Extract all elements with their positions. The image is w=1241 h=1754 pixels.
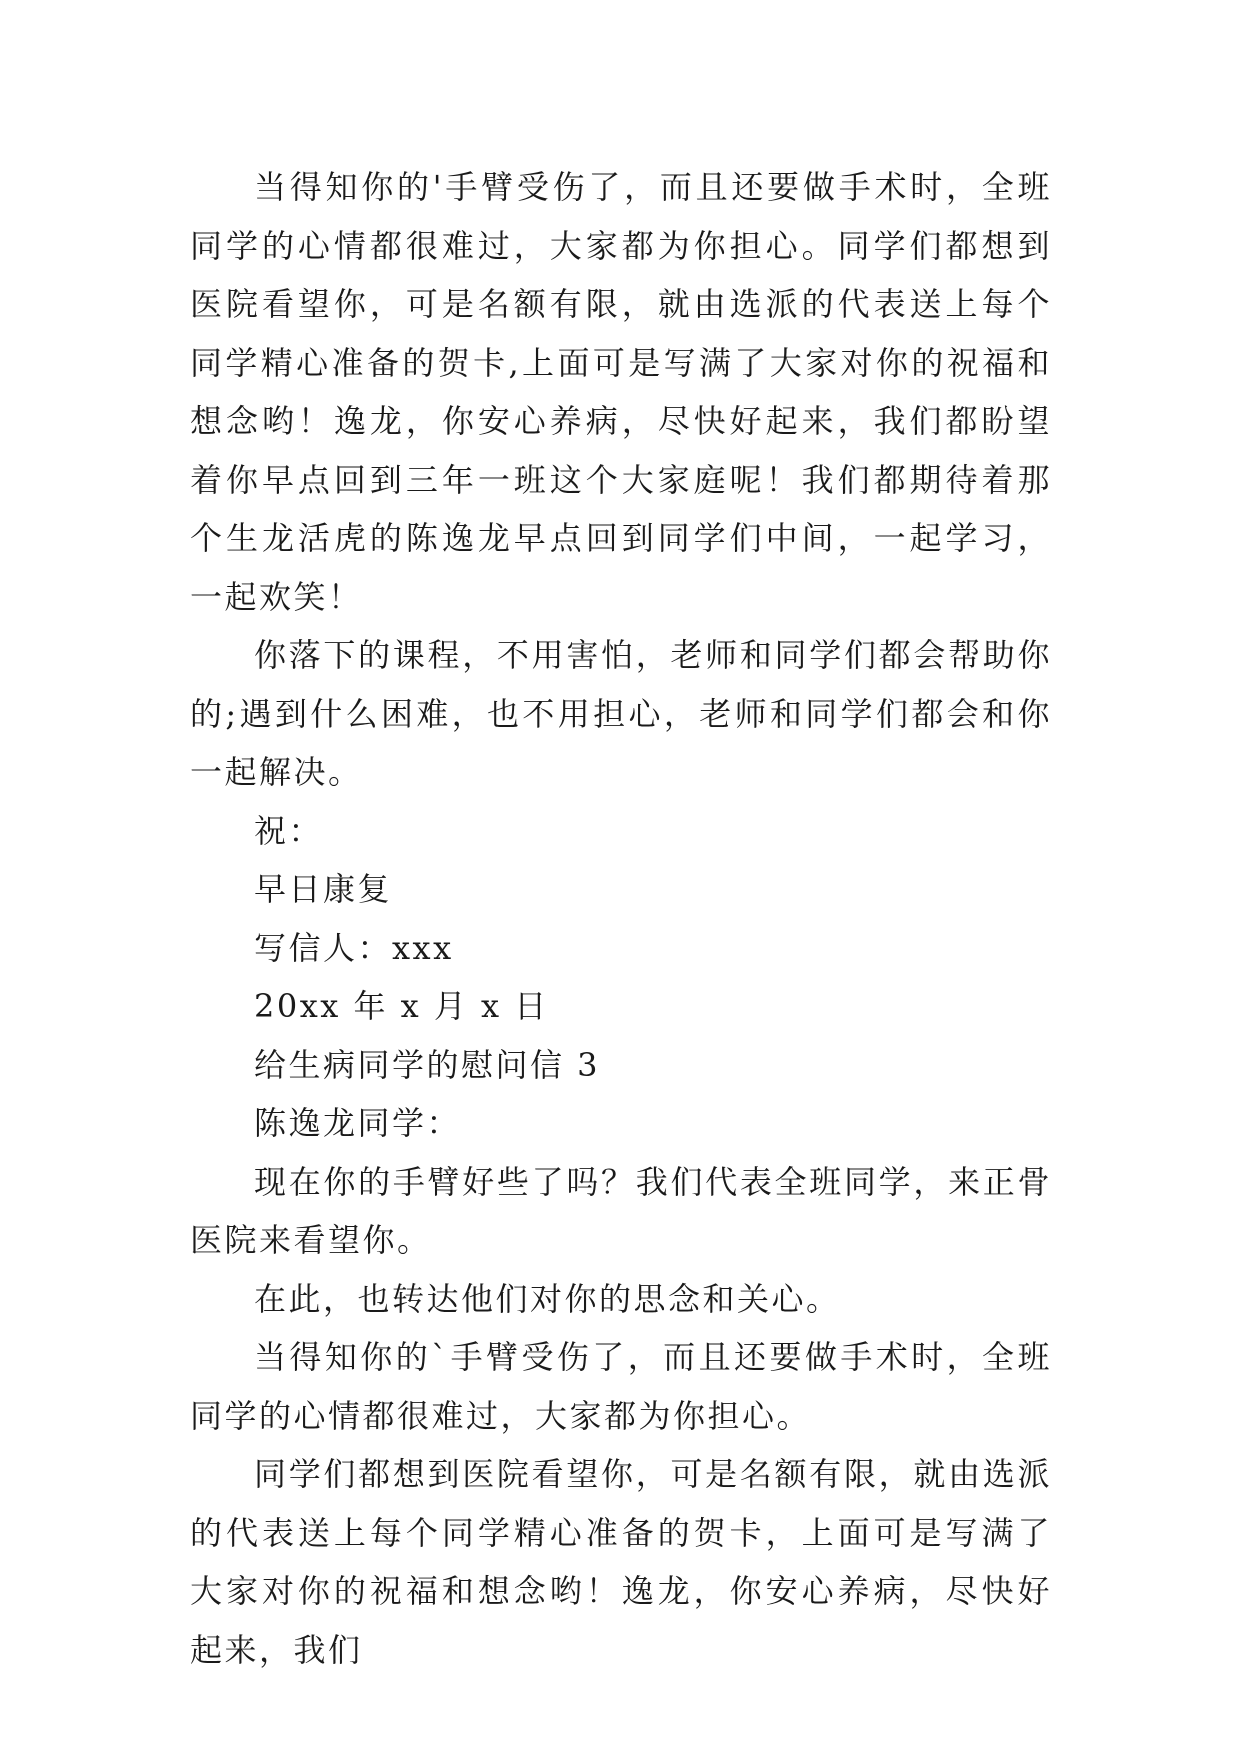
salutation: 陈逸龙同学：	[254, 1104, 462, 1142]
body-paragraph: 同学们都想到医院看望你，可是名额有限，就由选派的代表送上每个同学精心准备的贺卡，上面可是写满了大家对你的祝福和想念哟！逸龙，你安心养病，尽快好起来，我们	[190, 1455, 1052, 1669]
body-paragraph: 当得知你的`手臂受伤了，而且还要做手术时，全班同学的心情都很难过，大家都为你担心。	[190, 1338, 1052, 1435]
body-paragraph: 在此，也转达他们对你的思念和关心。	[254, 1279, 841, 1318]
letter-body	[190, 158, 1052, 1679]
body-paragraph: 当得知你的'手臂受伤了，而且还要做手术时，全班同学的心情都很难过，大家都为你担心。同学们都想到医院看望你，可是名额有限，就由选派的代表送上每个同学精心准备的贺卡,上面可是写满了大家对你的祝福和想念哟！逸龙，你安心养病，尽快好起来，我们都盼望着你早点回到三年一班这个大家庭呢！我们都期待着那个生龙活虎的陈逸龙早点回到同学们中间，一起学习，一起欢笑！	[190, 168, 1052, 616]
body-paragraph: 你落下的课程，不用害怕，老师和同学们都会帮助你的;遇到什么困难，也不用担心，老师和同学们都会和你一起解决。	[190, 636, 1052, 791]
signer: 写信人：xxx	[254, 928, 454, 967]
closing-blessing: 早日康复	[254, 870, 393, 908]
letter-date: 20xx 年 x 月 x 日	[254, 987, 549, 1025]
body-paragraph: 现在你的手臂好些了吗？我们代表全班同学，来正骨医院来看望你。	[190, 1162, 1052, 1259]
letter-title: 给生病同学的慰问信 3	[254, 1045, 601, 1084]
closing-wish: 祝：	[254, 811, 324, 850]
